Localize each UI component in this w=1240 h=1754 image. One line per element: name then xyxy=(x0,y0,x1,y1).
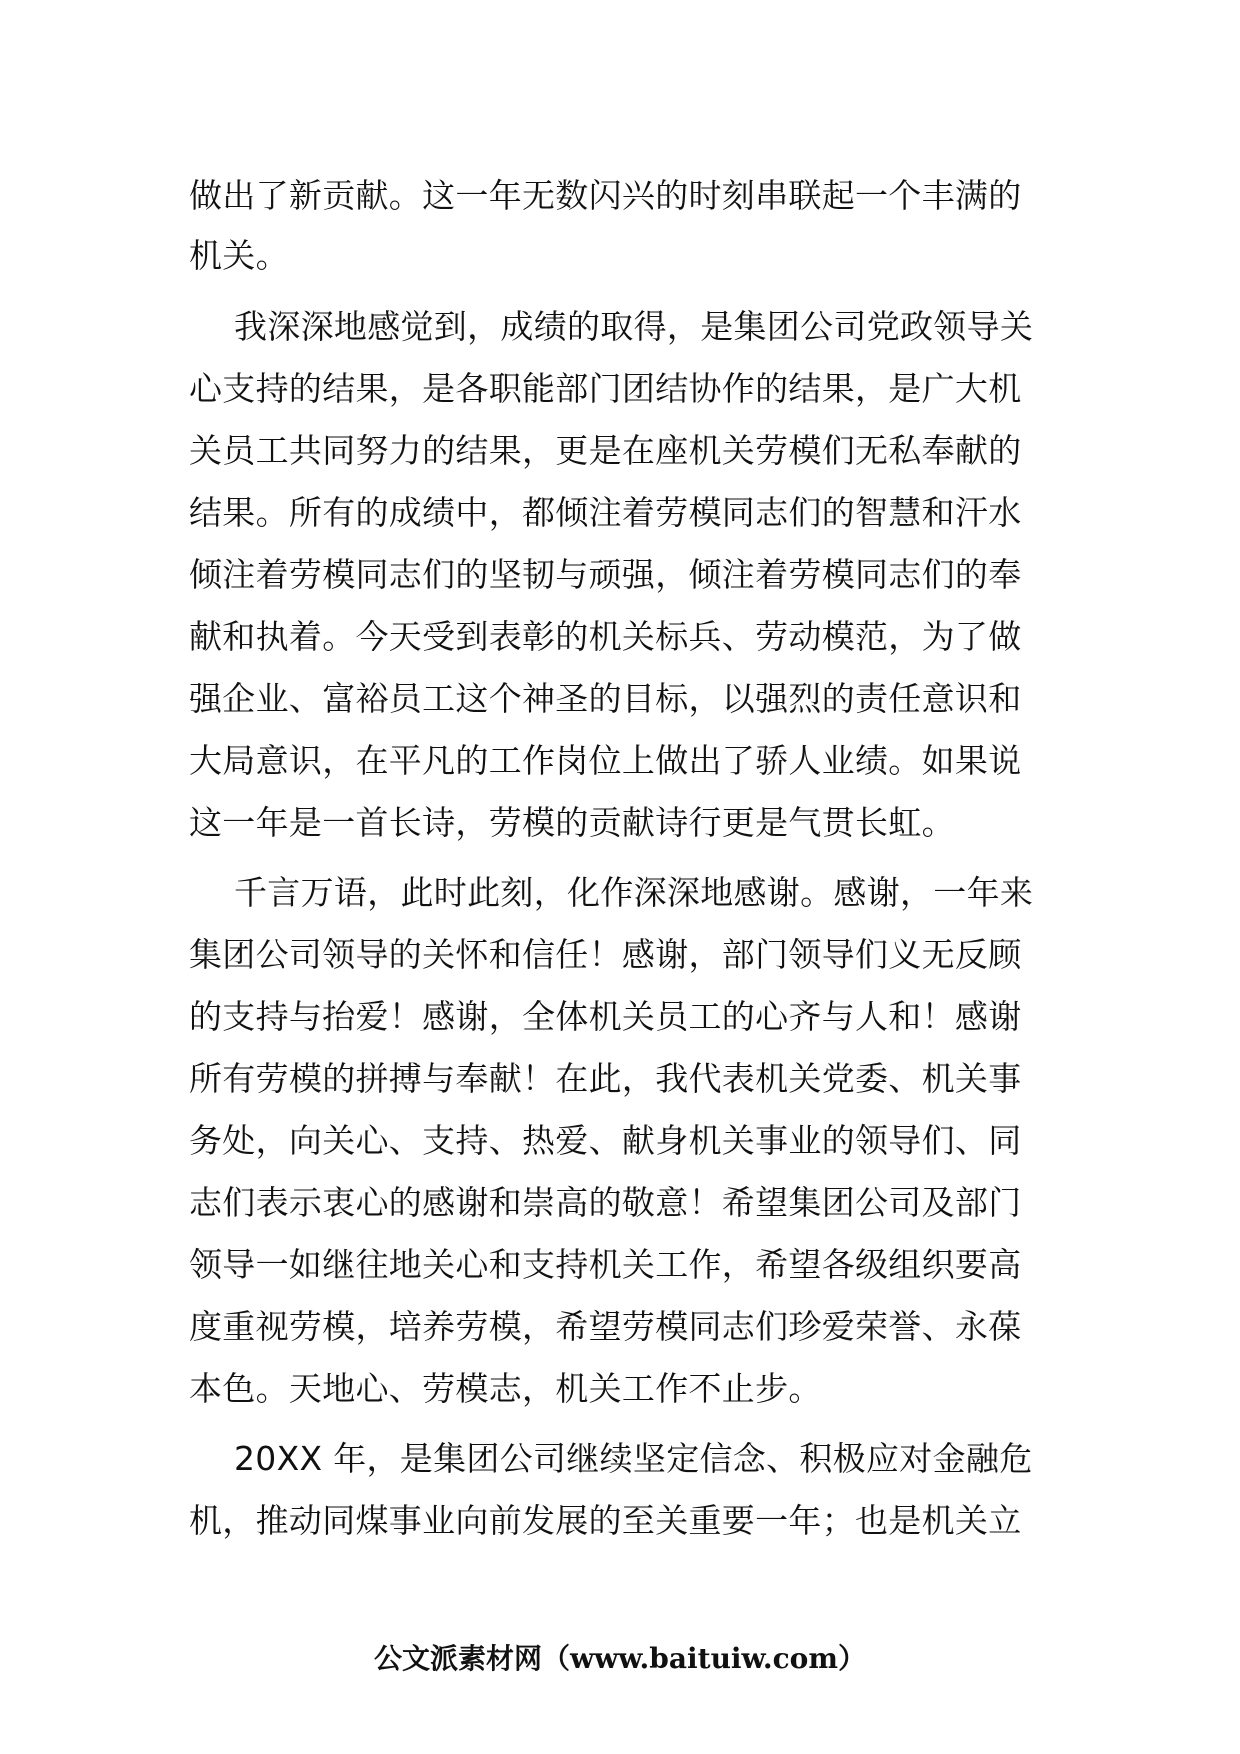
paragraph-first-line: 20XX 年，是集团公司继续坚定信念、积极应对金融危 xyxy=(234,1439,1033,1478)
text-line: 本色。天地心、劳模志，机关工作不止步。 xyxy=(189,1369,822,1408)
paragraph-first-line: 我深深地感觉到，成绩的取得，是集团公司党政领导关 xyxy=(234,307,1034,346)
text-line: 领导一如继往地关心和支持机关工作，希望各级组织要高 xyxy=(189,1245,1022,1284)
text-line: 关员工共同努力的结果，更是在座机关劳模们无私奉献的 xyxy=(189,431,1022,470)
text-line: 这一年是一首长诗，劳模的贡献诗行更是气贯长虹。 xyxy=(189,803,955,842)
text-line: 做出了新贡献。这一年无数闪兴的时刻串联起一个丰满的 xyxy=(189,176,1022,215)
text-line: 机关。 xyxy=(189,236,289,275)
text-line: 倾注着劳模同志们的坚韧与顽强，倾注着劳模同志们的奉 xyxy=(189,555,1022,594)
text-line: 献和执着。今天受到表彰的机关标兵、劳动模范，为了做 xyxy=(189,617,1022,656)
paragraph-first-line: 千言万语，此时此刻，化作深深地感谢。感谢，一年来 xyxy=(234,873,1034,912)
text-line: 务处，向关心、支持、热爱、献身机关事业的领导们、同 xyxy=(189,1121,1022,1160)
page-footer: 公文派素材网（www.baituiw.com） xyxy=(374,1642,866,1675)
text-line: 所有劳模的拼搏与奉献！在此，我代表机关党委、机关事 xyxy=(189,1059,1022,1098)
text-line: 心支持的结果，是各职能部门团结协作的结果，是广大机 xyxy=(189,369,1022,408)
text-line: 度重视劳模，培养劳模，希望劳模同志们珍爱荣誉、永葆 xyxy=(189,1307,1022,1346)
text-line: 机，推动同煤事业向前发展的至关重要一年；也是机关立 xyxy=(189,1501,1022,1540)
text-line: 强企业、富裕员工这个神圣的目标，以强烈的责任意识和 xyxy=(189,679,1022,718)
text-line: 结果。所有的成绩中，都倾注着劳模同志们的智慧和汗水 xyxy=(189,493,1022,532)
text-line: 志们表示衷心的感谢和崇高的敬意！希望集团公司及部门 xyxy=(189,1183,1022,1222)
text-line: 集团公司领导的关怀和信任！感谢，部门领导们义无反顾 xyxy=(189,935,1022,974)
text-line: 大局意识，在平凡的工作岗位上做出了骄人业绩。如果说 xyxy=(189,741,1022,780)
text-line: 的支持与抬爱！感谢，全体机关员工的心齐与人和！感谢 xyxy=(189,997,1022,1036)
